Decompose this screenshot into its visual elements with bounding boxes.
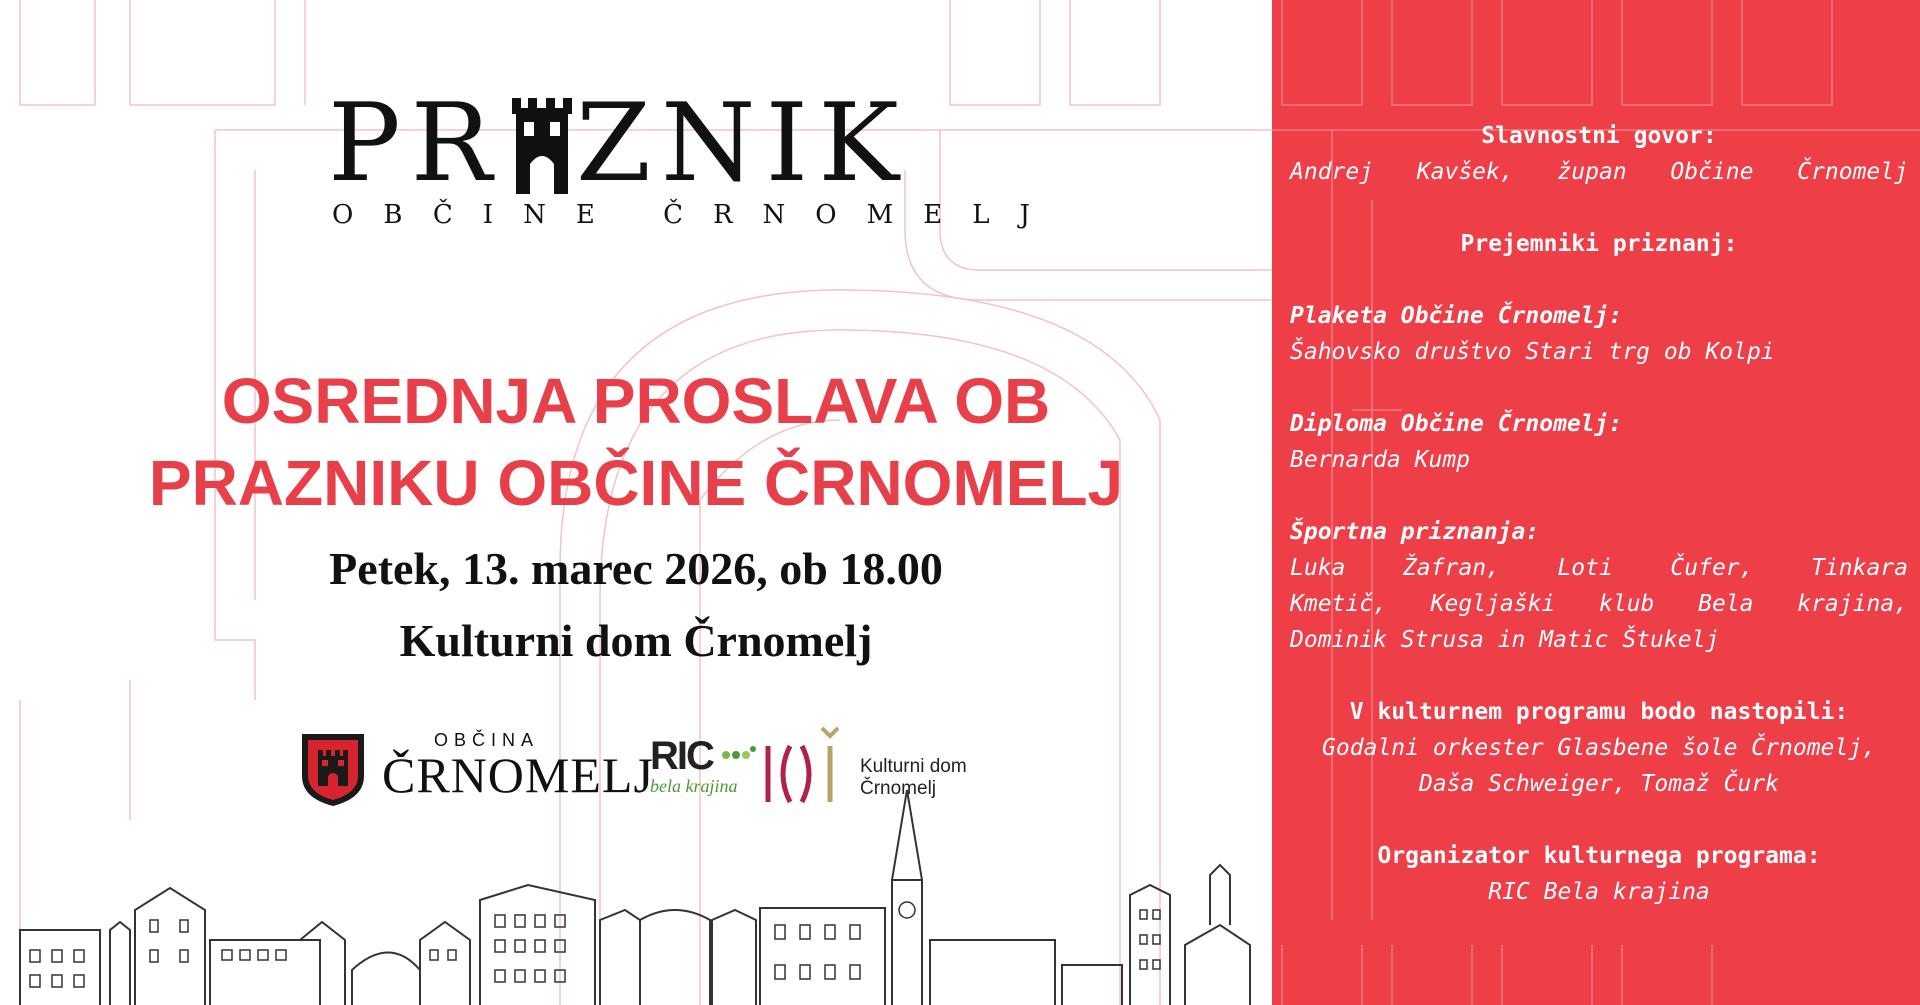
recipients-heading: Prejemniki priznanj: [1460, 231, 1738, 257]
logo-word-znik: ZNIK [576, 81, 909, 206]
obcina-label: OBČINA [434, 730, 540, 750]
plaque-label: Plaketa Občine Črnomelj: [1290, 303, 1623, 329]
ric-logo-text: RIC [650, 734, 713, 778]
event-title [0, 360, 1272, 524]
diploma-label: Diploma Občine Črnomelj: [1290, 411, 1623, 437]
town-skyline-illustration [0, 780, 1272, 1005]
kulturni-dom-label-2: Črnomelj [860, 778, 937, 799]
culture-heading: V kulturnem programu bodo nastopili: [1349, 699, 1849, 725]
sport-awards-line-2: Kmetič, Kegljaški klub Bela krajina, [1290, 591, 1908, 617]
ric-dots-icon [722, 746, 758, 764]
crnomelj-wordmark: ČRNOMELJ [382, 747, 654, 803]
organizer-heading: Organizator kulturnega programa: [1377, 843, 1821, 869]
organizer-name: RIC Bela krajina [1488, 879, 1710, 905]
sport-awards-line-3: Dominik Strusa in Matic Štukelj [1290, 627, 1720, 653]
sport-awards-line-1: Luka Žafran, Loti Čufer, Tinkara [1290, 555, 1908, 581]
logo-subtitle: OBČINE ČRNOMELJ [332, 200, 1060, 230]
event-venue: Kulturni dom Črnomelj [399, 615, 873, 666]
castle-tower-icon [510, 98, 574, 194]
diploma-recipient: Bernarda Kump [1290, 447, 1471, 473]
ric-logo-subtitle: bela krajina [650, 776, 738, 796]
plaque-recipient: Šahovsko društvo Stari trg ob Kolpi [1290, 339, 1775, 365]
culture-performers-line-2: Daša Schweiger, Tomaž Čurk [1418, 771, 1780, 797]
sport-awards-label: Športna priznanja: [1290, 519, 1540, 545]
program-text [1290, 118, 1908, 910]
logo-word-pr: PR [328, 81, 502, 206]
program-panel [1272, 0, 1920, 1005]
speech-heading: Slavnostni govor: [1481, 123, 1717, 149]
kulturni-dom-label-1: Kulturni dom [860, 756, 967, 777]
culture-performers-line-1: Godalni orkester Glasbene šole Črnomelj, [1322, 735, 1876, 761]
event-title-line-1: OSREDNJA PROSLAVA OB [221, 365, 1051, 437]
event-title-line-2: PRAZNIKU OBČINE ČRNOMELJ [148, 447, 1124, 519]
event-date-time: Petek, 13. marec 2026, ob 18.00 [329, 543, 943, 594]
speech-speaker: Andrej Kavšek, župan Občine Črnomelj [1290, 159, 1908, 185]
